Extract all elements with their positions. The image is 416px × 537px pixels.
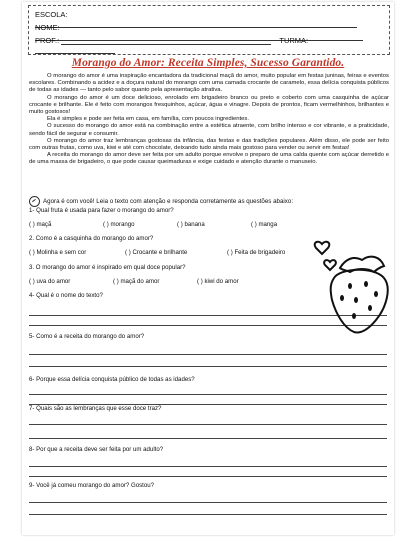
answer-line[interactable] [29,476,387,477]
option-checkbox[interactable]: ( ) kiwi do amor [197,278,239,285]
option-checkbox[interactable]: ( ) uva do amor [29,278,71,285]
question-7: 7- Quais são as lembranças que esse doce traz? [29,405,162,412]
answer-line[interactable] [29,366,387,367]
nome-label: NOME: [35,23,60,32]
question-1: 1- Qual fruta é usada para fazer o morango do amor? [29,207,174,214]
paragraph: O morango do amor traz lembranças gostosas da infância, das festas e das tradições populares. Além disso, ele pode ser feito com outras frutas, como uva, kiwi e até com chocolate, deixando tudo ainda mais gostoso para vender ou servir em festas! [29,137,389,152]
paragraph: Ela é simples e pode ser feita em casa, em família, com poucos ingredientes. [47,116,250,123]
option-checkbox[interactable]: ( ) maçã do amor [113,278,160,285]
question-3: 3. O morango do amor é inspirado em qual doce popular? [29,264,186,271]
option-checkbox[interactable]: ( ) maçã [29,221,52,228]
option-checkbox[interactable]: ( ) morango [103,221,135,228]
paragraph: O morango do amor é uma inspiração encantadora da tradicional maçã do amor, muito popular em festas juninas, feiras e eventos escolares. Combinando a acidez e a doçura natural do morango com uma camada crocante de caramelo, essa delícia conquista públicos de todas as idades — tanto pelo sabor quanto pela apresentação atrativa. [29,73,389,94]
prof-line[interactable] [35,36,389,54]
small-heart-icon [315,242,330,254]
option-checkbox[interactable]: ( ) Crocante e brilhante [125,249,188,256]
instruction-text: Agora é com você! Leia o texto com atenção e responda corretamente as questões abaixo: [43,197,294,205]
strawberry-body [331,270,388,333]
option-checkbox[interactable]: ( ) manga [251,221,278,228]
paragraph: O morango do amor é um doce delicioso, enrolado em brigadeiro branco ou preto e coberto com uma casquinha de açúcar crocante e brilhante. Ele é feito com morangos fresquinhos, açúcar, água e vinagre. Depois de prontos, ficam vermelhinhos, brilhantes e muito gostosos! [29,94,389,116]
paragraph: O sucesso do morango do amor está na combinação entre a estética atraente, com brilho intenso e cor vibrante, e a praticidade, sendo fácil de segurar e consumir. [29,123,389,137]
option-checkbox[interactable]: ( ) banana [177,221,205,228]
answer-line[interactable] [29,514,387,515]
answer-line[interactable] [29,394,387,395]
question-3-options [29,278,281,286]
option-checkbox[interactable]: ( ) Molinha e sem cor [29,249,87,256]
small-heart-icon [324,260,336,270]
strawberry-seeds [340,281,378,319]
question-6: 6- Porque essa delícia conquista público de todas as idades? [29,376,195,383]
prof-field[interactable] [61,37,271,45]
reading-text [29,73,389,167]
strawberry-illustration [310,220,394,340]
question-8: 8- Por que a receita deve ser feita por um adulto? [29,446,164,453]
question-5: 5- Como é a receita do morango do amor? [29,333,145,340]
answer-line[interactable] [29,424,387,425]
answer-line[interactable] [29,438,387,439]
prof-label: PROF.: [35,36,60,45]
answer-line[interactable] [29,354,387,355]
question-1-options [29,221,311,229]
escola-label: ESCOLA: [35,10,68,19]
question-2-options [29,249,327,257]
turma-field[interactable] [35,46,115,54]
answer-line[interactable] [29,466,387,467]
instruction [29,196,293,207]
question-4: 4- Qual é o nome do texto? [29,292,103,299]
question-9: 9- Você já comeu morango do amor? Gostou? [29,482,154,489]
worksheet [22,2,394,535]
turma-label: TURMA: [279,36,309,45]
paragraph: A receita do morango do amor deve ser feita por um adulto porque envolve o preparo de uma calda quente com açúcar derretido e de uma massa de brigadeiro, o que pode causar queimaduras e exige cuidado e atenção durante o manuseio. [29,152,389,166]
question-2: 2. Como é a casquinha do morango do amor? [29,235,154,242]
pencil-icon [29,196,40,207]
student-info-header [28,5,390,55]
option-checkbox[interactable]: ( ) Feita de brigadeiro [227,249,286,256]
page-title: Morango do Amor: Receita Simples, Sucesso Garantido. [71,57,345,69]
answer-line[interactable] [29,502,387,503]
